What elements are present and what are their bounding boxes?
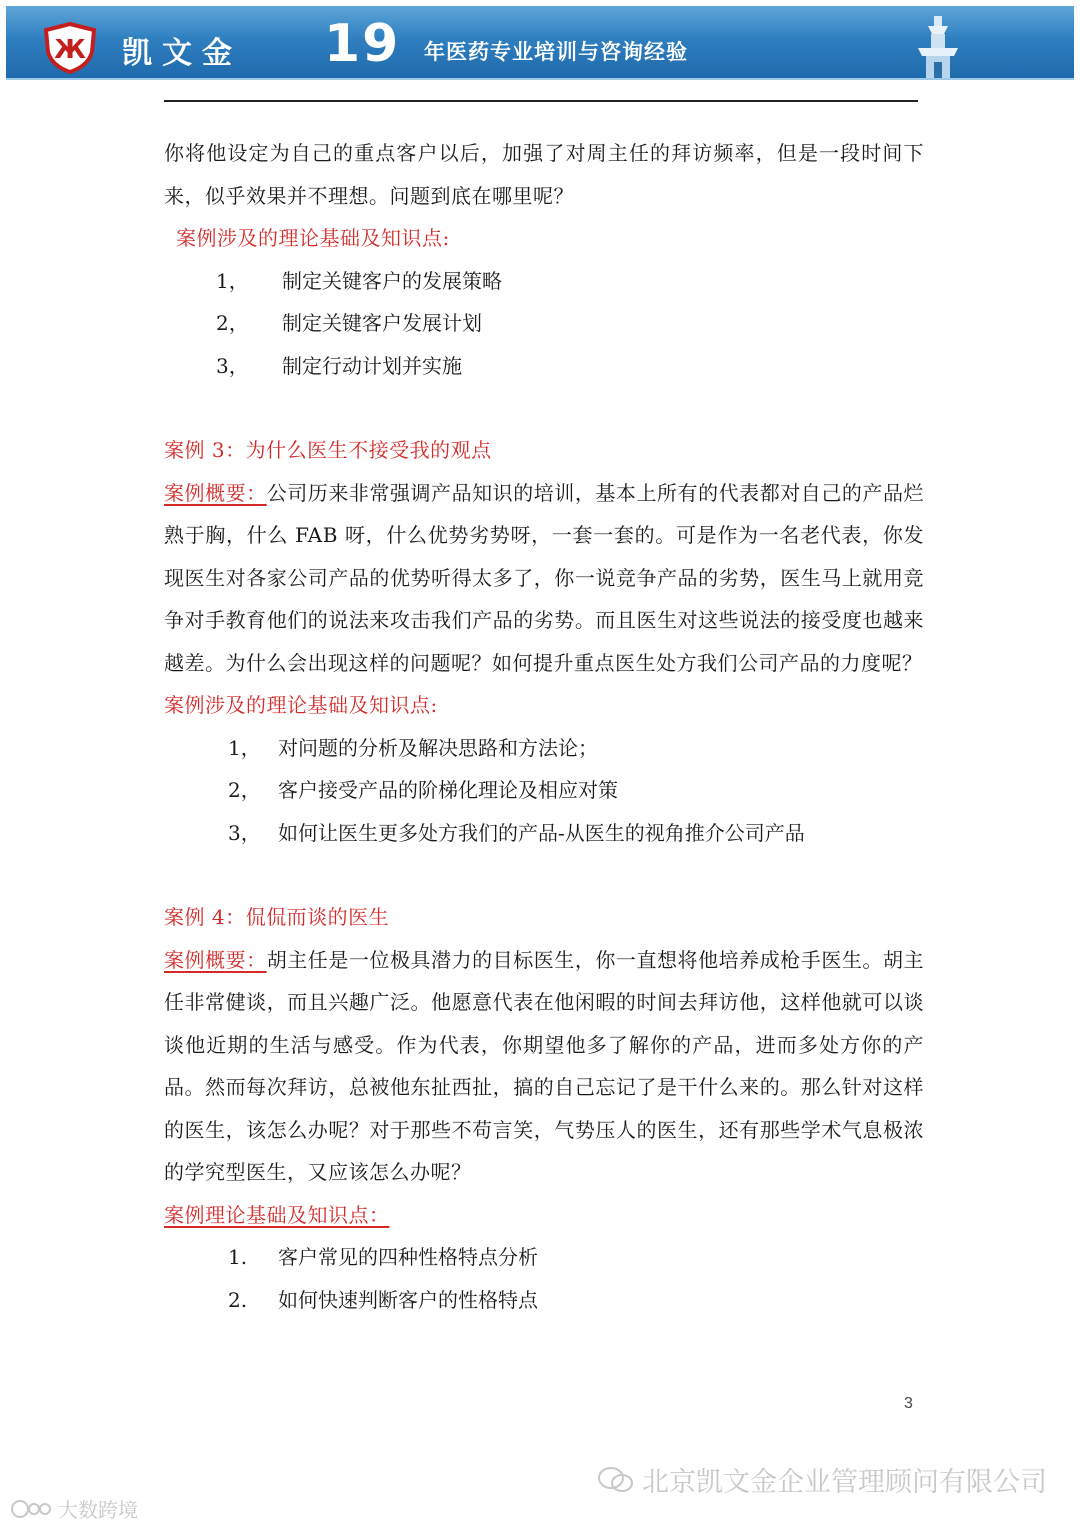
list-item: 1. 客户常见的四种性格特点分析	[228, 1245, 538, 1269]
list-item: 3， 制定行动计划并实施	[216, 353, 462, 378]
case3-title: 案例 3：为什么医生不接受我的观点	[164, 438, 492, 462]
shield-logo-icon	[42, 22, 98, 74]
company-watermark: 北京凯文金企业管理顾问有限公司	[596, 1460, 1047, 1499]
list-item: 1， 制定关键客户的发展策略	[216, 268, 502, 293]
list-item: 2. 如何快速判断客户的性格特点	[228, 1287, 538, 1312]
list-item: 3， 如何让医生更多处方我们的产品-从医生的视角推介公司产品	[228, 820, 805, 845]
knowledge-heading: 案例理论基础及知识点：	[164, 1202, 390, 1227]
header-rule	[164, 100, 918, 102]
knowledge-heading: 案例涉及的理论基础及知识点:	[164, 693, 438, 717]
brand-name: 凯文金	[122, 36, 242, 71]
intro-paragraph: 你将他设定为自己的重点客户以后，加强了对周主任的拜访频率，但是一段时间下来，似乎效果并不理想。问题到底在哪里呢？	[164, 141, 924, 208]
header-banner	[6, 6, 1074, 80]
wechat-icon	[596, 1465, 636, 1495]
brand-slogan: 年医药专业培训与咨询经验	[424, 40, 688, 64]
site-watermark: 大数跨境	[10, 1494, 138, 1523]
page-number: 3	[904, 1395, 913, 1412]
document-body	[164, 132, 924, 1321]
summary-label: 案例概要：	[164, 480, 267, 505]
list-item: 2， 制定关键客户发展计划	[216, 311, 482, 335]
knowledge-list	[164, 260, 924, 388]
case3-summary: 案例概要：公司历来非常强调产品知识的培训，基本上所有的代表都对自己的产品烂熟于胸，什么 FAB 呀，什么优势劣势呀，一套一套的。可是作为一名老代表，你发现医生对各家公司产品的优势听得太多了，你一说竞争产品的劣势，医生马上就用竞争对手教育他们的说法来攻击我们产品的劣势。而且医生对这些说法的接受度也越来越差。为什么会出现这样的问题呢？如何提升重点医生处方我们公司产品的力度呢？	[164, 480, 925, 675]
list-item: 2， 客户接受产品的阶梯化理论及相应对策	[228, 778, 618, 802]
case4-summary: 案例概要：胡主任是一位极具潜力的目标医生，你一直想将他培养成枪手医生。胡主任非常健谈，而且兴趣广泛。他愿意代表在他闲暇的时间去拜访他，这样他就可以谈谈他近期的生活与感受。作为代表，你期望他多了解你的产品，进而多处方你的产品。然而每次拜访，总被他东扯西扯，搞的自己忘记了是干什么来的。那么针对这样的医生，该怎么办呢？对于那些不苟言笑，气势压人的医生，还有那些学术气息极浓的学究型医生，又应该怎么办呢？	[164, 947, 925, 1184]
knowledge-list	[164, 727, 924, 855]
knowledge-heading: 案例涉及的理论基础及知识点:	[176, 226, 450, 250]
summary-label: 案例概要：	[164, 947, 267, 972]
case4-title: 案例 4：侃侃而谈的医生	[164, 905, 390, 929]
svg-text:Ж: Ж	[54, 35, 86, 65]
knowledge-list	[164, 1236, 924, 1321]
tower-icon	[898, 12, 978, 78]
site-logo-icon	[10, 1498, 52, 1520]
years-number: 19	[324, 14, 401, 74]
list-item: 1， 对问题的分析及解决思路和方法论；	[228, 735, 598, 760]
